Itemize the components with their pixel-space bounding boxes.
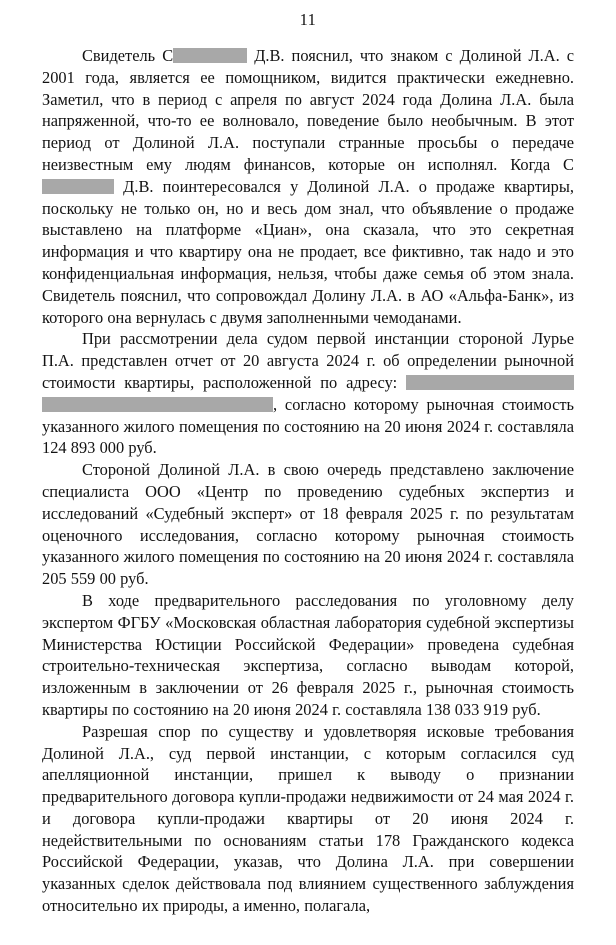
text-run: В ходе предварительного расследования по уголовному делу экспертом ФГБУ «Московская областная лаборатория судебной экспертизы Министерства Юстиции Российской Федерации» проведена судебная строительно-техническая экспертиза, согласно выводам которой, изложенным в заключении от 26 февраля 2025 г., рыночная стоимость квартиры по состоянию на 20 июня 2024 г. составляла 138 033 919 руб. [42, 590, 574, 719]
text-run: Д.В. пояснил, что знаком с Долиной Л.А. с 2001 года, является ее помощником, видится практически ежедневно. Заметил, что в период с апреля по август 2024 года Долина Л.А. была напряженной, что-то ее волновало, поведение было необычным. В этот период от Долиной Л.А. поступали странные просьбы о передаче неизвестным ему людям финансов, которые он исполнял. Когда С [42, 46, 574, 174]
text-run: Разрешая спор по существу и удовлетворяя исковые требования Долиной Л.А., суд первой инстанции, с которым согласился суд апелляционной инстанции, пришел к выводу о признании предварительного договора купли-продажи недвижимости от 24 мая 2024 г. и договора купли-продажи квартиры от 20 июня 2024 г. недействительными по основаниям статьи 178 Гражданского кодекса Российской Федерации, указав, что Долина Л.А. при совершении указанных сделок действовала под влиянием существенного заблуждения относительно их природы, а именно, полагала, [42, 721, 574, 916]
text-run: Д.В. поинтересовался у Долиной Л.А. о продаже квартиры, поскольку не только он, но и весь дом знал, что объявление о продаже выставлено на платформе «Циан», она сказала, что это секретная информация и что квартиру она не продает, все фиктивно, так надо и это конфиденциальная информация, нельзя, чтобы даже семья об этом знала. Свидетель пояснил, что сопровождал Долину Л.А. в АО «Альфа-Банк», из которого она вернулась с двумя заполненными чемоданами. [42, 176, 574, 327]
paragraph-appraisal-report-lurie [42, 328, 574, 459]
redacted-address-2 [42, 397, 273, 412]
paragraph-expert-opinion-dolina [42, 459, 574, 590]
text-run: Свидетель С [82, 46, 174, 65]
paragraph-forensic-examination [42, 590, 574, 721]
page-number: 11 [299, 10, 317, 29]
redacted-address-1 [406, 375, 574, 390]
document-body [42, 45, 574, 917]
text-run: , согласно которому рыночная стоимость указанного жилого помещения по состоянию на 20 июня 2024 г. составляла 124 893 000 руб. [42, 394, 574, 458]
text-run: Стороной Долиной Л.А. в свою очередь представлено заключение специалиста ООО «Центр по проведению судебных экспертиз и исследований «Судебный эксперт» от 18 февраля 2025 г. по результатам оценочного исследования, согласно которому рыночная стоимость указанного жилого помещения по состоянию на 20 июня 2024 г. составляла 205 559 00 руб. [42, 460, 574, 589]
redacted-surname-1 [173, 48, 247, 63]
paragraph-court-conclusion [42, 721, 574, 917]
paragraph-witness-testimony [42, 45, 574, 328]
text-run: При рассмотрении дела судом первой инстанции стороной Лурье П.А. представлен отчет от 20 августа 2024 г. об определении рыночной стоимости квартиры, расположенной по адресу: [42, 329, 574, 392]
redacted-surname-2 [42, 179, 114, 194]
